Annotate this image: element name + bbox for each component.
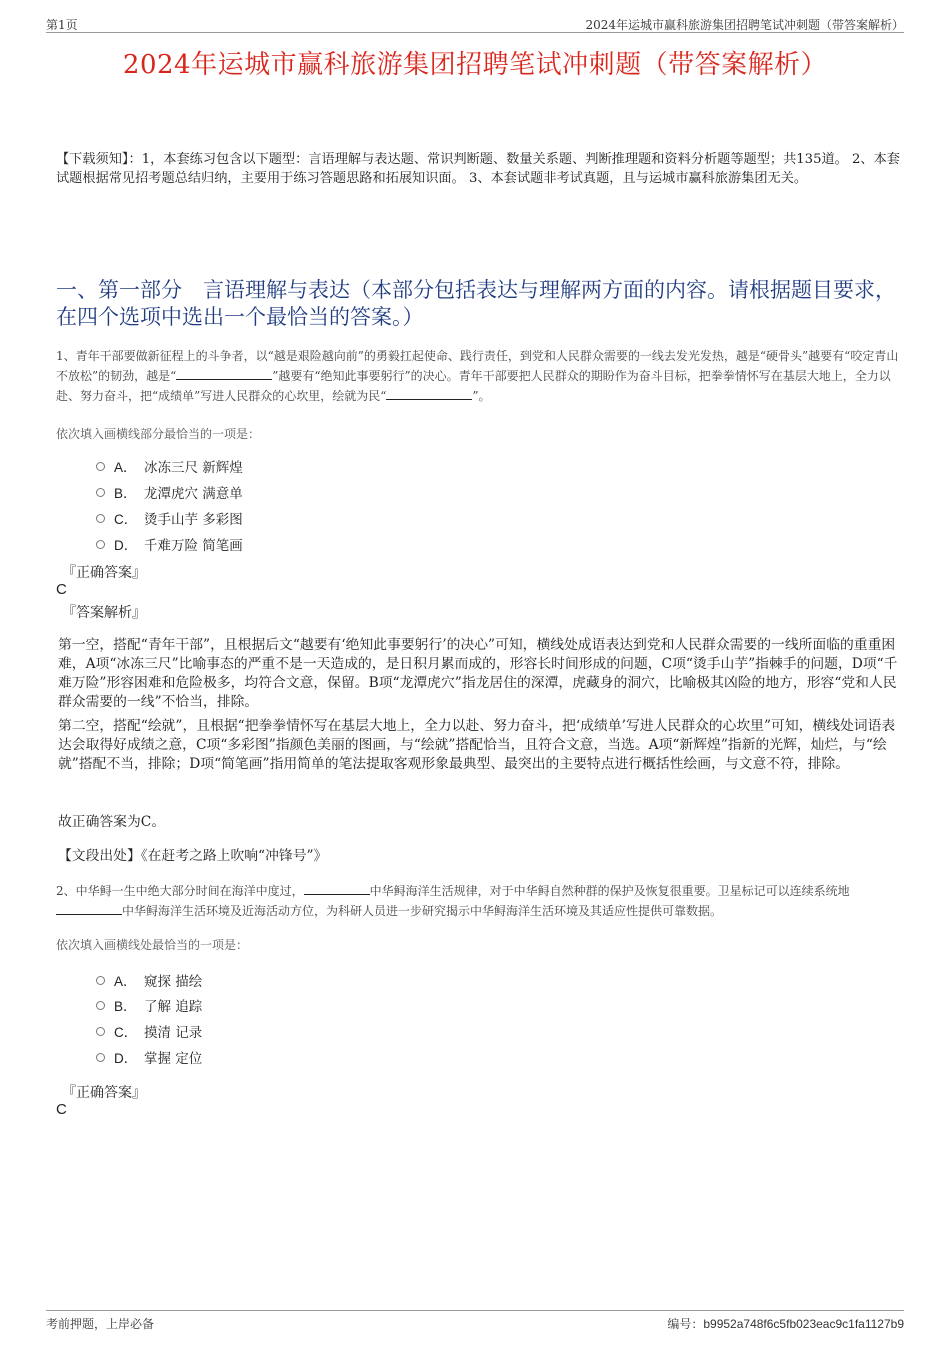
section-heading: 一、第一部分 言语理解与表达（本部分包括表达与理解两方面的内容。请根据题目要求，在四个选项中选出一个最恰当的答案。） — [56, 278, 896, 329]
question-2-option-a[interactable]: A． 窥探 描绘 — [96, 969, 202, 991]
question-2-text: 2、中华鲟一生中绝大部分时间在海洋中度过， 中华鲟海洋生活规律，对于中华鲟自然种群的保护及恢复很重要。卫星标记可以连续系统地中华鲟海洋生活环境及近海活动方位，为科研人员进一步研究揭示中华鲟海洋生活环境及其适应性提供可靠数据。 — [56, 884, 850, 918]
document-title: 2024年运城市赢科旅游集团招聘笔试冲刺题（带答案解析） — [122, 50, 828, 80]
download-notice: 【下载须知】：1，本套练习包含以下题型：言语理解与表达题、常识判断题、数量关系题、判断推理题和资料分析题等题型；共135道。 2、本套试题根据常见招考题总结归纳，主要用于练习答题思路和拓展知识面。 3、本套试题非考试真题，且与运城市赢科旅游集团无关。 — [56, 152, 900, 186]
footer-code: 编号：b9952a748f6c5fb023eac9c1fa1127b9 — [667, 1317, 904, 1331]
question-1-option-a[interactable]: A． 冰冻三尺 新辉煌 — [96, 455, 243, 477]
correct-answer-value: C — [56, 581, 67, 598]
question-1-option-b[interactable]: B． 龙潭虎穴 满意单 — [96, 481, 243, 503]
answer-blank — [304, 882, 370, 895]
footer-divider — [46, 1310, 904, 1311]
answer-blank — [56, 902, 122, 915]
answer-blank — [176, 367, 272, 380]
analysis-paragraph-2: 第二空，搭配“绘就”，且根据“把拳拳情怀写在基层大地上，全力以赴、努力奋斗，把‘成绩单’写进人民群众的心坎里”可知，横线处词语表达会取得好成绩之意，C项“多彩图”指颜色美丽的图画，与“绘就”搭配恰当，且符合文意，当选。A项“新辉煌”指新的光辉，灿烂，与“绘就”搭配不当，排除；D项“简笔画”指用简单的笔法提取客观形象最典型、最突出的主要特点进行概括性绘画，与文意不符，排除。 — [58, 718, 896, 772]
radio-button-icon[interactable] — [96, 514, 105, 523]
question-1-option-c[interactable]: C． 烫手山芋 多彩图 — [96, 507, 243, 529]
question-2-option-b[interactable]: B． 了解 追踪 — [96, 994, 202, 1016]
analysis-conclusion: 故正确答案为C。 — [58, 814, 166, 830]
question-1-prompt: 依次填入画横线部分最恰当的一项是： — [56, 427, 261, 441]
radio-button-icon[interactable] — [96, 1027, 105, 1036]
question-2-prompt: 依次填入画横线处最恰当的一项是： — [56, 938, 249, 952]
radio-button-icon[interactable] — [96, 462, 105, 471]
radio-button-icon[interactable] — [96, 976, 105, 985]
footer-slogan: 考前押题，上岸必备 — [46, 1317, 155, 1331]
answer-blank — [386, 387, 472, 400]
correct-answer-value: C — [56, 1101, 67, 1118]
analysis-label: 『答案解析』 — [62, 605, 146, 621]
question-1-text: 1、青年干部要做新征程上的斗争者，以“越是艰险越向前”的勇毅扛起使命、践行责任，到党和人民群众需要的一线去发光发热，越是“硬骨头”越要有“咬定青山不放松”的韧劲，越是“ ”越要有“绝知此事要躬行”的决心。青年干部要把人民群众的期盼作为奋斗目标，把拳拳情怀写在基层大地上，全力以赴、努力奋斗，把“成绩单”写进人民群众的心坎里，绘就为民“ ”。 — [56, 349, 899, 403]
correct-answer-label: 『正确答案』 — [62, 1085, 146, 1101]
radio-button-icon[interactable] — [96, 540, 105, 549]
analysis-paragraph-1: 第一空，搭配“青年干部”，且根据后文“越要有‘绝知此事要躬行’的决心”可知，横线处成语表达到党和人民群众需要的一线所面临的重重困难，A项“冰冻三尺”比喻事态的严重不是一天造成的，是日积月累而成的，形容长时间形成的问题，C项“烫手山芋”指棘手的问题，D项“千难万险”形容困难和危险极多，均符合文意，保留。B项“龙潭虎穴”指龙居住的深潭，虎藏身的洞穴，比喻极其凶险的地方，形容“党和人民群众需要的一线”不恰当，排除。 — [58, 637, 898, 710]
radio-button-icon[interactable] — [96, 488, 105, 497]
header-divider — [46, 32, 904, 33]
passage-source: 【文段出处】《在赶考之路上吹响“冲锋号”》 — [58, 848, 328, 864]
question-1-option-d[interactable]: D． 千难万险 简笔画 — [96, 533, 243, 555]
page-number: 第1页 — [46, 18, 78, 32]
question-2-option-d[interactable]: D． 掌握 定位 — [96, 1046, 202, 1068]
correct-answer-label: 『正确答案』 — [62, 565, 146, 581]
question-2-option-c[interactable]: C． 摸清 记录 — [96, 1020, 202, 1042]
radio-button-icon[interactable] — [96, 1001, 105, 1010]
header-doc-title: 2024年运城市赢科旅游集团招聘笔试冲刺题（带答案解析） — [585, 18, 904, 32]
radio-button-icon[interactable] — [96, 1053, 105, 1062]
